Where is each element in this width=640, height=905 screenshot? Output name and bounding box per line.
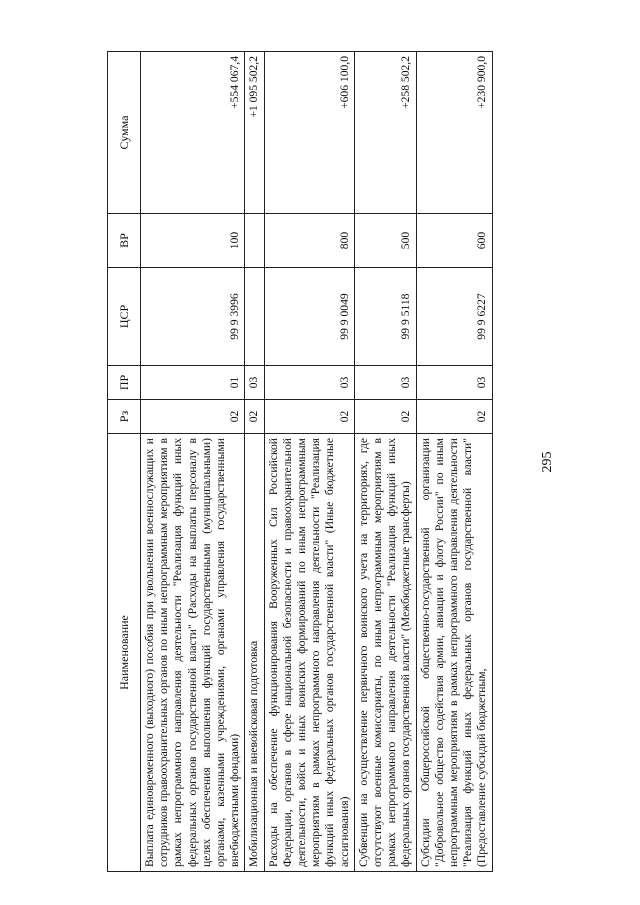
row-vr — [245, 214, 264, 268]
row-rz: 02 — [245, 400, 264, 434]
column-header-sum: Сумма — [108, 52, 141, 214]
row-csr: 99 9 6227 — [416, 268, 492, 366]
row-sum: +258 502,2 — [354, 52, 416, 214]
budget-table — [107, 51, 493, 872]
page-number: 295 — [540, 451, 555, 473]
row-csr — [245, 268, 264, 366]
column-header-vr: ВР — [108, 214, 141, 268]
row-rz: 02 — [264, 400, 354, 434]
column-header-pr: ПР — [108, 366, 141, 400]
row-pr: 03 — [416, 366, 492, 400]
table-row — [416, 52, 492, 872]
row-name: Выплата единовременного (выходного) пособия при увольнении военнослужащих и сотрудников правоохранительных органов по иным непрограммным мероприятиям в рамках непрограммного направления деятельности "Реализация функций иных федеральных органов государственной власти" (Расходы на выплаты персоналу в целях обеспечения выполнения функций государственными (муниципальными) органами, казенными учреждениями, органами управления государственными внебюджетными фондами) — [141, 434, 245, 872]
row-vr: 100 — [141, 214, 245, 268]
row-sum: +554 067,4 — [141, 52, 245, 214]
row-vr: 800 — [264, 214, 354, 268]
column-header-rz: Рз — [108, 400, 141, 434]
row-pr: 03 — [264, 366, 354, 400]
column-header-csr: ЦСР — [108, 268, 141, 366]
row-name: Субсидии Общероссийской общественно-государственной организации "Добровольное общество содействия армии, авиации и флоту России" по иным непрограммным мероприятиям в рамках непрограммного направления деятельности "Реализация функций иных федеральных органов государственной власти" (Предоставление субсидий бюджетным, — [416, 434, 492, 872]
row-vr: 600 — [416, 214, 492, 268]
column-header-name: Наименование — [108, 434, 141, 872]
row-name: Субвенции на осуществление первичного воинского учета на территориях, где отсутствуют военные комиссариаты, по иным непрограммным мероприятиям в рамках непрограммного направления деятельности "Реализация функций иных федеральных органов государственной власти" (Межбюджетные трансферты) — [354, 434, 416, 872]
table-row — [264, 52, 354, 872]
row-csr: 99 9 3996 — [141, 268, 245, 366]
row-pr: 01 — [141, 366, 245, 400]
row-vr: 500 — [354, 214, 416, 268]
row-sum: +606 100,0 — [264, 52, 354, 214]
table-row — [354, 52, 416, 872]
row-rz: 02 — [354, 400, 416, 434]
table-header-row — [108, 52, 141, 872]
row-name: Мобилизационная и вневойсковая подготовка — [245, 434, 264, 872]
row-pr: 03 — [245, 366, 264, 400]
row-csr: 99 9 5118 — [354, 268, 416, 366]
row-pr: 03 — [354, 366, 416, 400]
row-rz: 02 — [416, 400, 492, 434]
row-rz: 02 — [141, 400, 245, 434]
table-row — [245, 52, 264, 872]
rotated-page — [107, 52, 577, 872]
row-csr: 99 9 0049 — [264, 268, 354, 366]
row-name: Расходы на обеспечение функционирования Вооруженных Сил Российской Федерации, органов в сфере национальной безопасности и правоохранительной деятельности, войск и иных воинских формирований по иным непрограммным мероприятиям в рамках непрограммного направления деятельности "Реализация функций иных федеральных органов государственной власти" (Иные бюджетные ассигнования) — [264, 434, 354, 872]
row-sum: +1 095 502,2 — [245, 52, 264, 214]
table-row — [141, 52, 245, 872]
row-sum: +230 900,0 — [416, 52, 492, 214]
